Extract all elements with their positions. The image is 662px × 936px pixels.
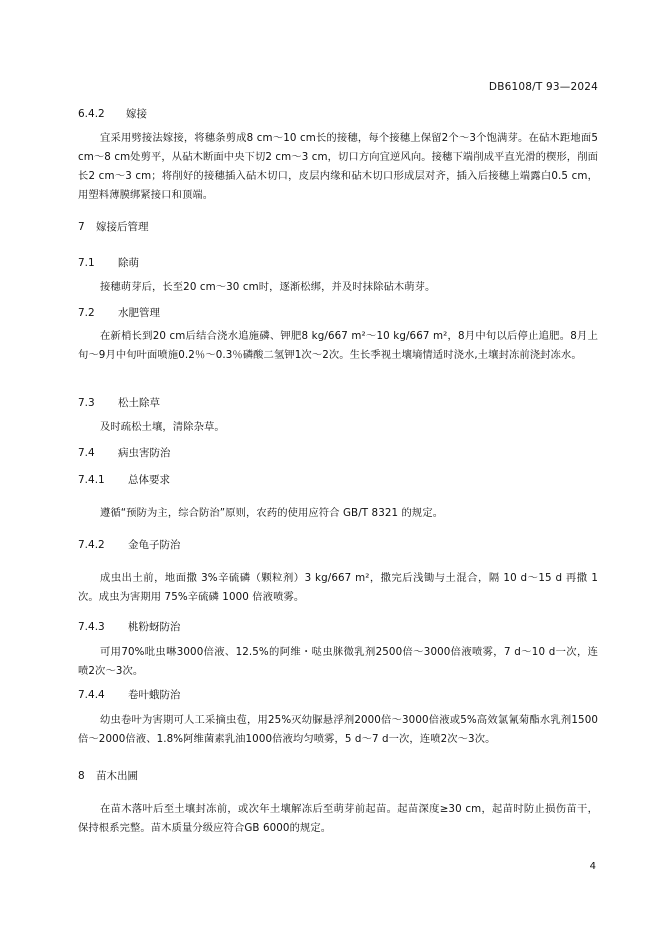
section-title: 总体要求 bbox=[128, 474, 170, 486]
section-heading-7 bbox=[78, 220, 598, 234]
section-number: 6.4.2 bbox=[78, 108, 105, 120]
section-heading-7-3 bbox=[78, 396, 598, 410]
section-heading-7-4-2 bbox=[78, 538, 598, 552]
section-number: 7.4.3 bbox=[78, 621, 105, 633]
section-paragraph-6-4-2 bbox=[78, 129, 598, 205]
section-paragraph-8 bbox=[78, 800, 598, 838]
section-number: 7.4.1 bbox=[78, 474, 105, 486]
section-number: 8 bbox=[78, 770, 85, 782]
section-heading-8 bbox=[78, 769, 598, 783]
paragraph-text: 宜采用劈接法嫁接，将穗条剪成8 cm～10 cm长的接穗，每个接穗上保留2个～3个饱满芽。在砧木距地面5 cm～8 cm处剪平，从砧木断面中央下切2 cm～3 cm，切口方向宜逆风向。接穗下端削成平直光滑的楔形，削面长2 cm～3 cm；将削好的接穗插入砧木切口，皮层内缘和砧木切口形成层对齐，插入后接穗上端露白0.5 cm，用塑料薄膜绑紧接口和顶端。 bbox=[78, 132, 598, 201]
paragraph-text: 遵循“预防为主，综合防治”原则，农药的使用应符合 GB/T 8321 的规定。 bbox=[100, 507, 444, 519]
section-paragraph-7-3 bbox=[78, 418, 598, 437]
section-title: 除萌 bbox=[118, 257, 139, 269]
section-heading-7-4-4 bbox=[78, 688, 598, 702]
paragraph-text: 在苗木落叶后至土壤封冻前，或次年土壤解冻后至萌芽前起苗。起苗深度≥30 cm，起苗时防止损伤苗干，保持根系完整。苗木质量分级应符合GB 6000的规定。 bbox=[78, 803, 598, 834]
section-paragraph-7-4-1 bbox=[78, 504, 598, 523]
paragraph-text: 接穗萌芽后，长至20 cm～30 cm时，逐渐松绑，并及时抹除砧木萌芽。 bbox=[100, 281, 436, 293]
section-number: 7 bbox=[78, 221, 85, 233]
section-heading-7-1 bbox=[78, 256, 598, 270]
section-heading-7-4-1 bbox=[78, 473, 598, 487]
section-paragraph-7-1 bbox=[78, 278, 598, 297]
section-number: 7.4.4 bbox=[78, 689, 105, 701]
section-title: 嫁接 bbox=[126, 108, 147, 120]
section-number: 7.4.2 bbox=[78, 539, 105, 551]
section-title: 松土除草 bbox=[118, 397, 160, 409]
paragraph-text: 成虫出土前，地面撒 3%辛硫磷（颗粒剂）3 kg/667 m²，撒完后浅锄与土混合，隔 10 d～15 d 再撒 1 次。成虫为害期用 75%辛硫磷 1000 倍液喷雾。 bbox=[78, 572, 598, 603]
section-heading-7-2 bbox=[78, 306, 598, 320]
section-heading-7-4 bbox=[78, 446, 598, 460]
section-title: 水肥管理 bbox=[118, 307, 160, 319]
paragraph-text: 可用70%吡虫啉3000倍液、12.5%的阿维・哒虫脒微乳剂2500倍～3000倍液喷雾，7 d～10 d一次，连喷2次～3次。 bbox=[78, 646, 598, 677]
section-heading-6-4-2 bbox=[78, 107, 598, 121]
section-number: 7.1 bbox=[78, 257, 95, 269]
page-number: 4 bbox=[589, 861, 596, 872]
section-number: 7.3 bbox=[78, 397, 95, 409]
section-title: 病虫害防治 bbox=[118, 447, 171, 459]
paragraph-text: 及时疏松土壤，清除杂草。 bbox=[100, 421, 225, 433]
section-title: 嫁接后管理 bbox=[96, 221, 149, 233]
section-paragraph-7-4-4 bbox=[78, 711, 598, 749]
section-paragraph-7-4-2 bbox=[78, 569, 598, 607]
section-paragraph-7-2 bbox=[78, 327, 598, 365]
section-number: 7.2 bbox=[78, 307, 95, 319]
section-heading-7-4-3 bbox=[78, 620, 598, 634]
section-title: 苗木出圃 bbox=[96, 770, 138, 782]
section-title: 桃粉蚜防治 bbox=[128, 621, 181, 633]
section-title: 金龟子防治 bbox=[128, 539, 181, 551]
document-id-header: DB6108/T 93—2024 bbox=[488, 81, 598, 93]
paragraph-text: 在新梢长到20 cm后结合浇水追施磷、钾肥8 kg/667 m²～10 kg/667 m²，8月中旬以后停止追肥。8月上旬～9月中旬叶面喷施0.2％～0.3％磷酸二氢钾1次～2次。生长季视土壤墒情适时浇水,土壤封冻前浇封冻水。 bbox=[78, 330, 598, 361]
section-number: 7.4 bbox=[78, 447, 95, 459]
section-title: 卷叶蛾防治 bbox=[128, 689, 181, 701]
section-paragraph-7-4-3 bbox=[78, 643, 598, 681]
paragraph-text: 幼虫卷叶为害期可人工采摘虫苞，用25%灭幼脲悬浮剂2000倍～3000倍液或5%高效氯氰菊酯水乳剂1500倍～2000倍液、1.8%阿维菌素乳油1000倍液均匀喷雾，5 d～7 d一次，连喷2次～3次。 bbox=[78, 714, 598, 745]
